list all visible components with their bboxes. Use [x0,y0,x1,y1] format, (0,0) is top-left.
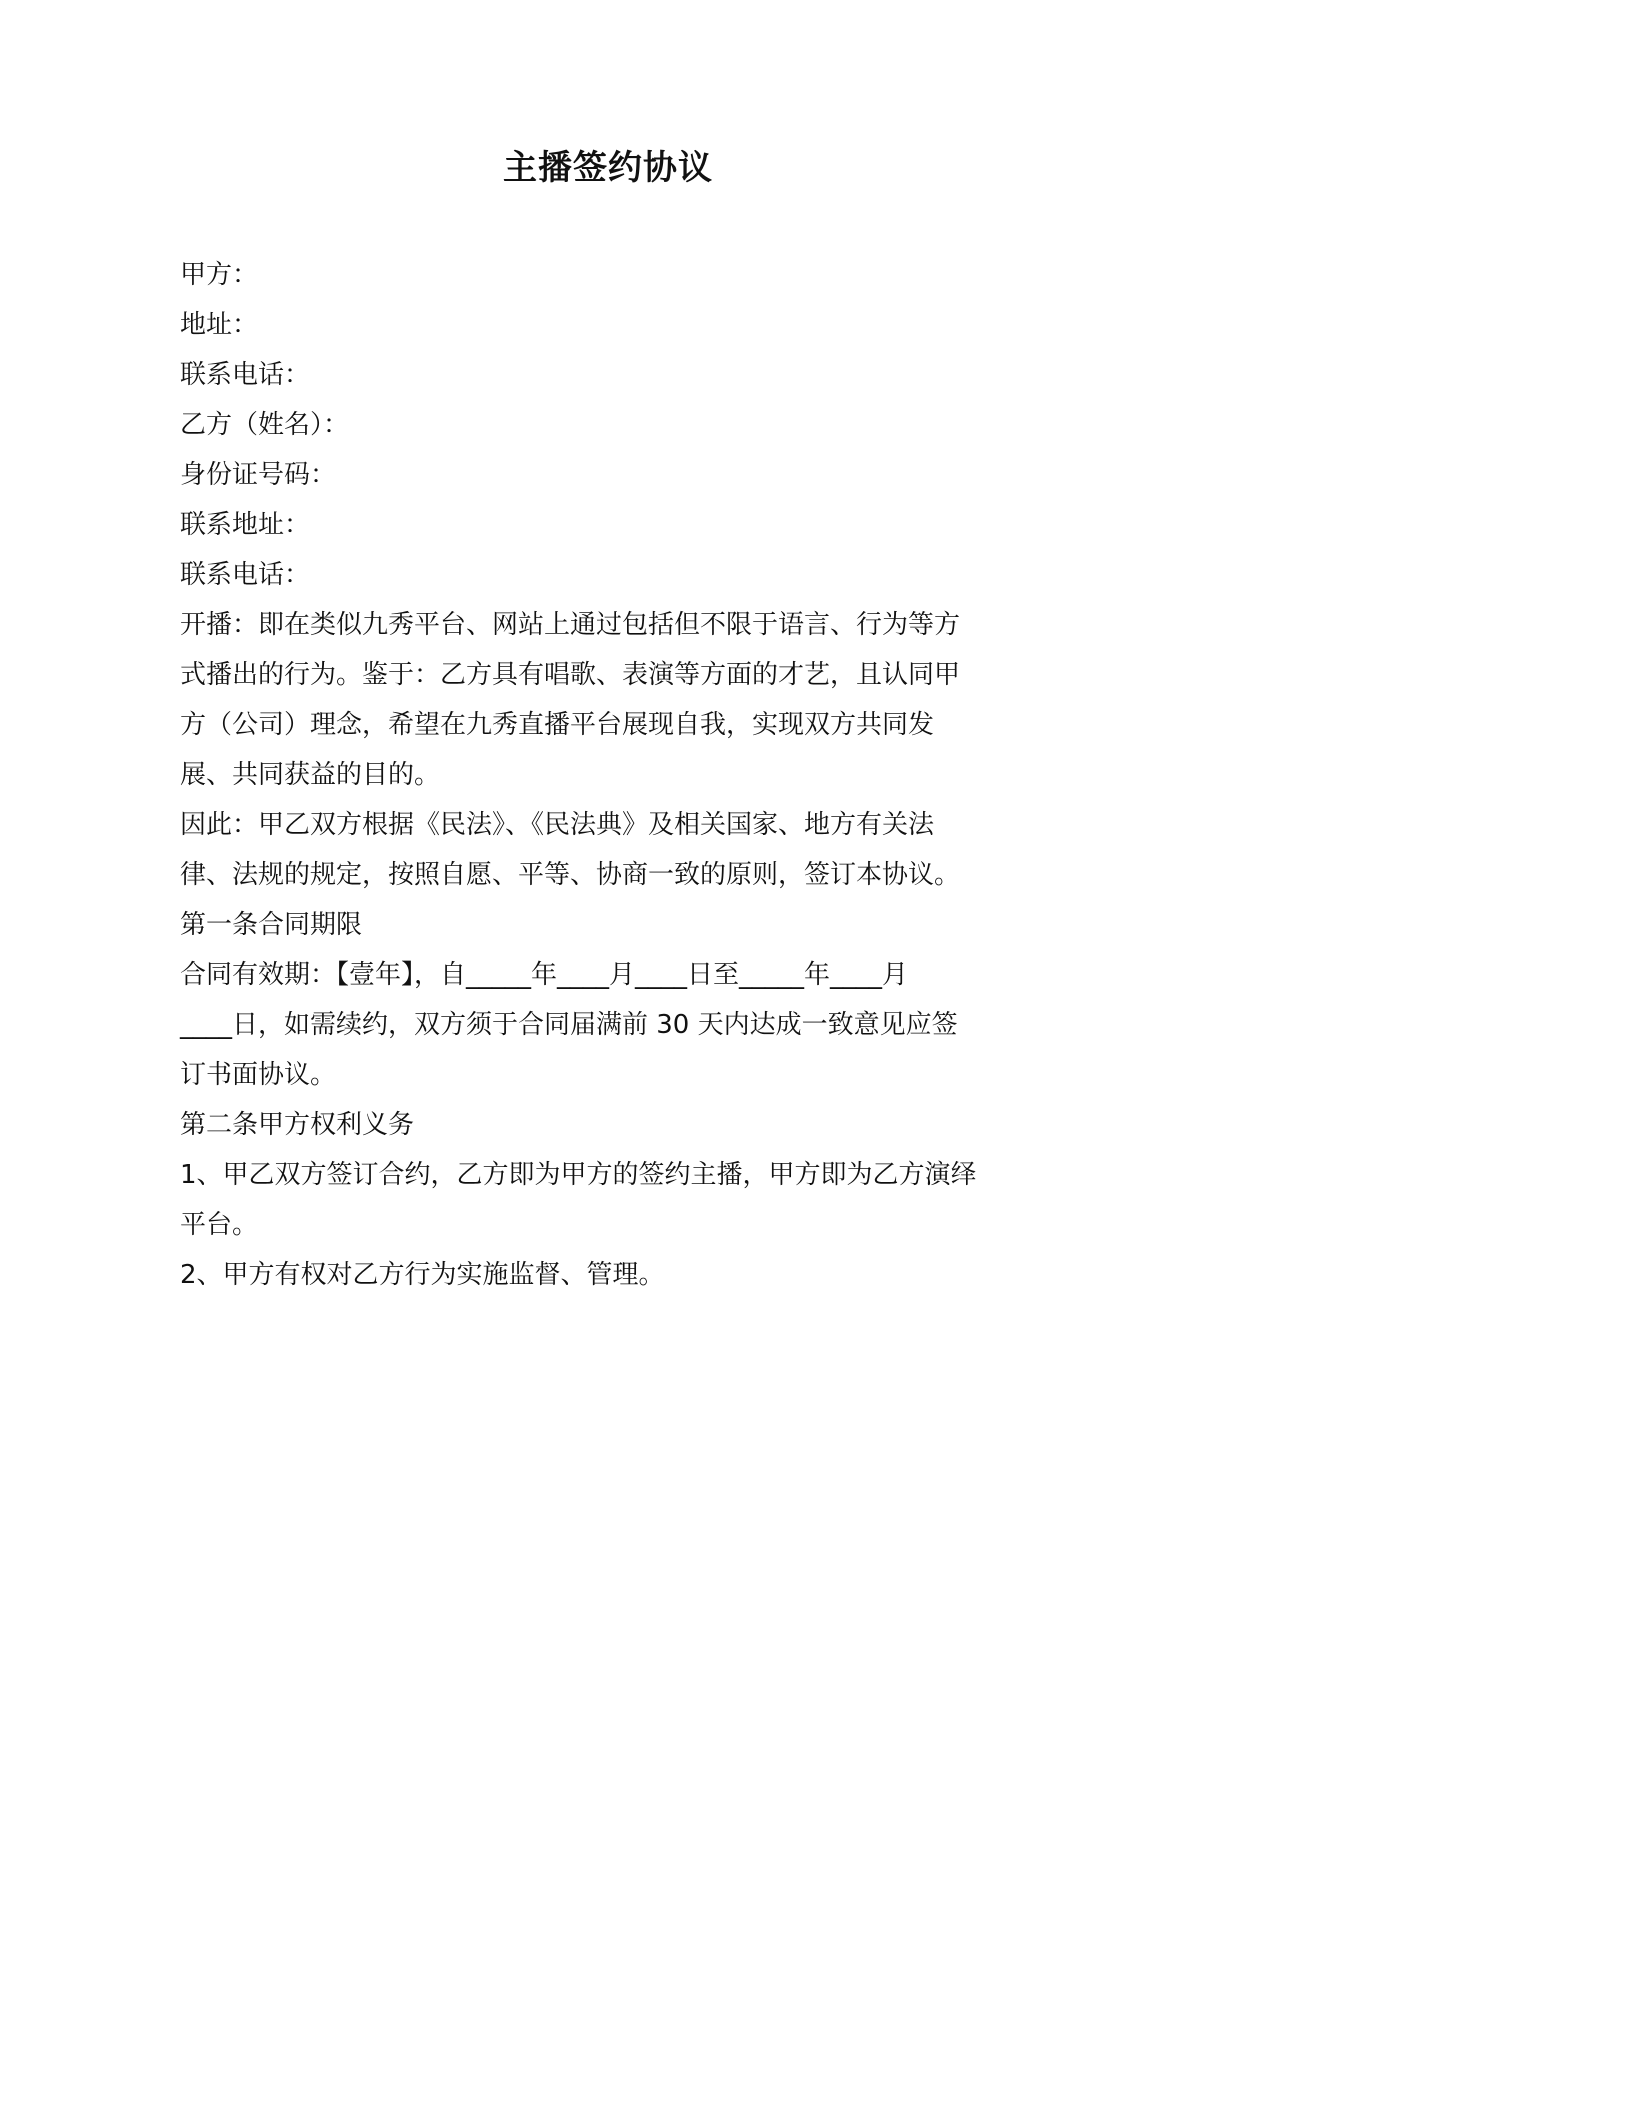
paragraph-line: ____日，如需续约，双方须于合同届满前 30 天内达成一致意见应签 [180,1010,958,1040]
paragraph-line: 律、法规的规定，按照自愿、平等、协商一致的原则，签订本协议。 [180,860,961,890]
document-body [180,250,1040,1300]
section-heading-1: 第一条合同期限 [180,910,363,940]
clause-line: 平台。 [180,1210,259,1240]
section-heading-2: 第二条甲方权利义务 [180,1110,415,1140]
paragraph-line: 展、共同获益的目的。 [180,760,441,790]
paragraph-line: 合同有效期：【壹年】，自_____年____月____日至_____年____月 [180,960,909,990]
paragraph-line: 方（公司）理念，希望在九秀直播平台展现自我，实现双方共同发 [180,710,935,740]
paragraph-line: 式播出的行为。鉴于：乙方具有唱歌、表演等方面的才艺，且认同甲 [180,660,961,690]
paragraph-line: 开播：即在类似九秀平台、网站上通过包括但不限于语言、行为等方 [180,610,961,640]
paragraph-line: 订书面协议。 [180,1060,337,1090]
party-b-name-line: 乙方（姓名）： [180,410,350,440]
party-a-phone-line: 联系电话： [180,360,311,390]
id-number-line: 身份证号码： [180,460,337,490]
document-title: 主播签约协议 [503,148,713,188]
address-line: 地址： [180,310,259,340]
clause-line: 2、甲方有权对乙方行为实施监督、管理。 [180,1260,665,1290]
paragraph-line: 因此：甲乙双方根据《民法》、《民法典》及相关国家、地方有关法 [180,810,935,840]
party-b-phone-line: 联系电话： [180,560,311,590]
clause-line: 1、甲乙双方签订合约，乙方即为甲方的签约主播，甲方即为乙方演绎 [180,1160,977,1190]
party-a-line: 甲方： [180,260,259,290]
contact-address-line: 联系地址： [180,510,311,540]
